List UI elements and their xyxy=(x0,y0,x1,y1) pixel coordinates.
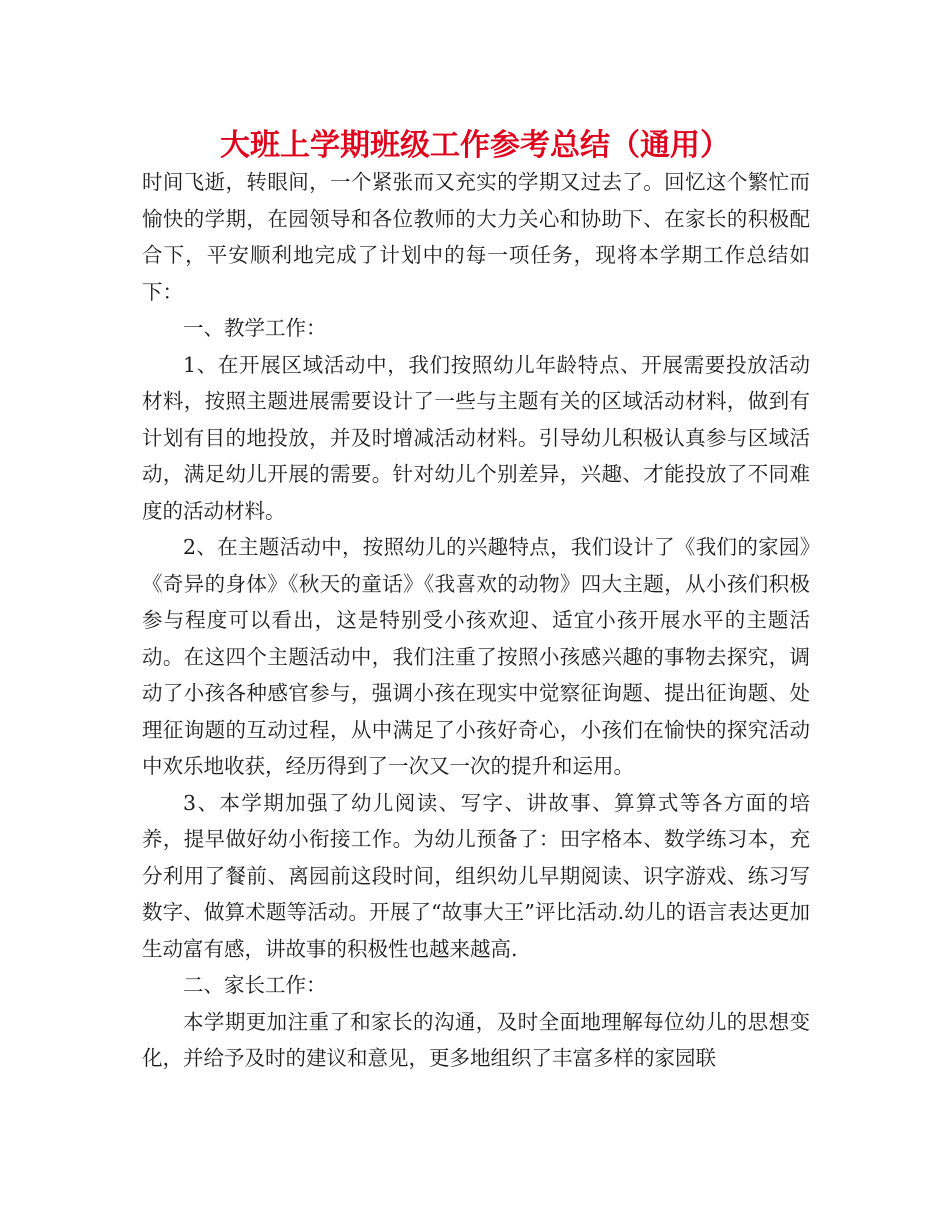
paragraph-teaching-2: 2、在主题活动中，按照幼儿的兴趣特点，我们设计了《我们的家园》《奇异的身体》《秋天的童话》《我喜欢的动物》四大主题，从小孩们积极参与程度可以看出，这是特别受小孩欢迎、适宜小孩开展水平的主题活动。在这四个主题活动中，我们注重了按照小孩感兴趣的事物去探究，调动了小孩各种感官参与，强调小孩在现实中觉察征询题、提出征询题、处理征询题的互动过程，从中满足了小孩好奇心，小孩们在愉快的探究活动中欢乐地收获，经历得到了一次又一次的提升和运用。 xyxy=(142,535,810,778)
document-title: 大班上学期班级工作参考总结（通用） xyxy=(220,128,730,163)
paragraph-intro: 时间飞逝，转眼间，一个紧张而又充实的学期又过去了。回忆这个繁忙而愉快的学期，在园领导和各位教师的大力关心和协助下、在家长的积极配合下，平安顺利地完成了计划中的每一项任务，现将本学期工作总结如下： xyxy=(142,170,810,304)
document-body xyxy=(142,164,810,1077)
paragraph-teaching-3: 3、本学期加强了幼儿阅读、写字、讲故事、算算式等各方面的培养，提早做好幼小衔接工作。为幼儿预备了：田字格本、数学练习本，充分利用了餐前、离园前这段时间，组织幼儿早期阅读、识字游戏、练习写数字、做算术题等活动。开展了“故事大王”评比活动.幼儿的语言表达更加生动富有感，讲故事的积极性也越来越高. xyxy=(142,790,810,961)
section-heading-teaching: 一、教学工作： xyxy=(183,316,327,340)
section-heading-parents: 二、家长工作： xyxy=(183,973,327,997)
paragraph-teaching-1: 1、在开展区域活动中，我们按照幼儿年龄特点、开展需要投放活动材料，按照主题进展需要设计了一些与主题有关的区域活动材料，做到有计划有目的地投放，并及时增减活动材料。引导幼儿积极认真参与区域活动，满足幼儿开展的需要。针对幼儿个别差异，兴趣、才能投放了不同难度的活动材料。 xyxy=(142,352,810,523)
paragraph-parents-1: 本学期更加注重了和家长的沟通，及时全面地理解每位幼儿的思想变化，并给予及时的建议和意见，更多地组织了丰富多样的家园联 xyxy=(142,1009,810,1070)
